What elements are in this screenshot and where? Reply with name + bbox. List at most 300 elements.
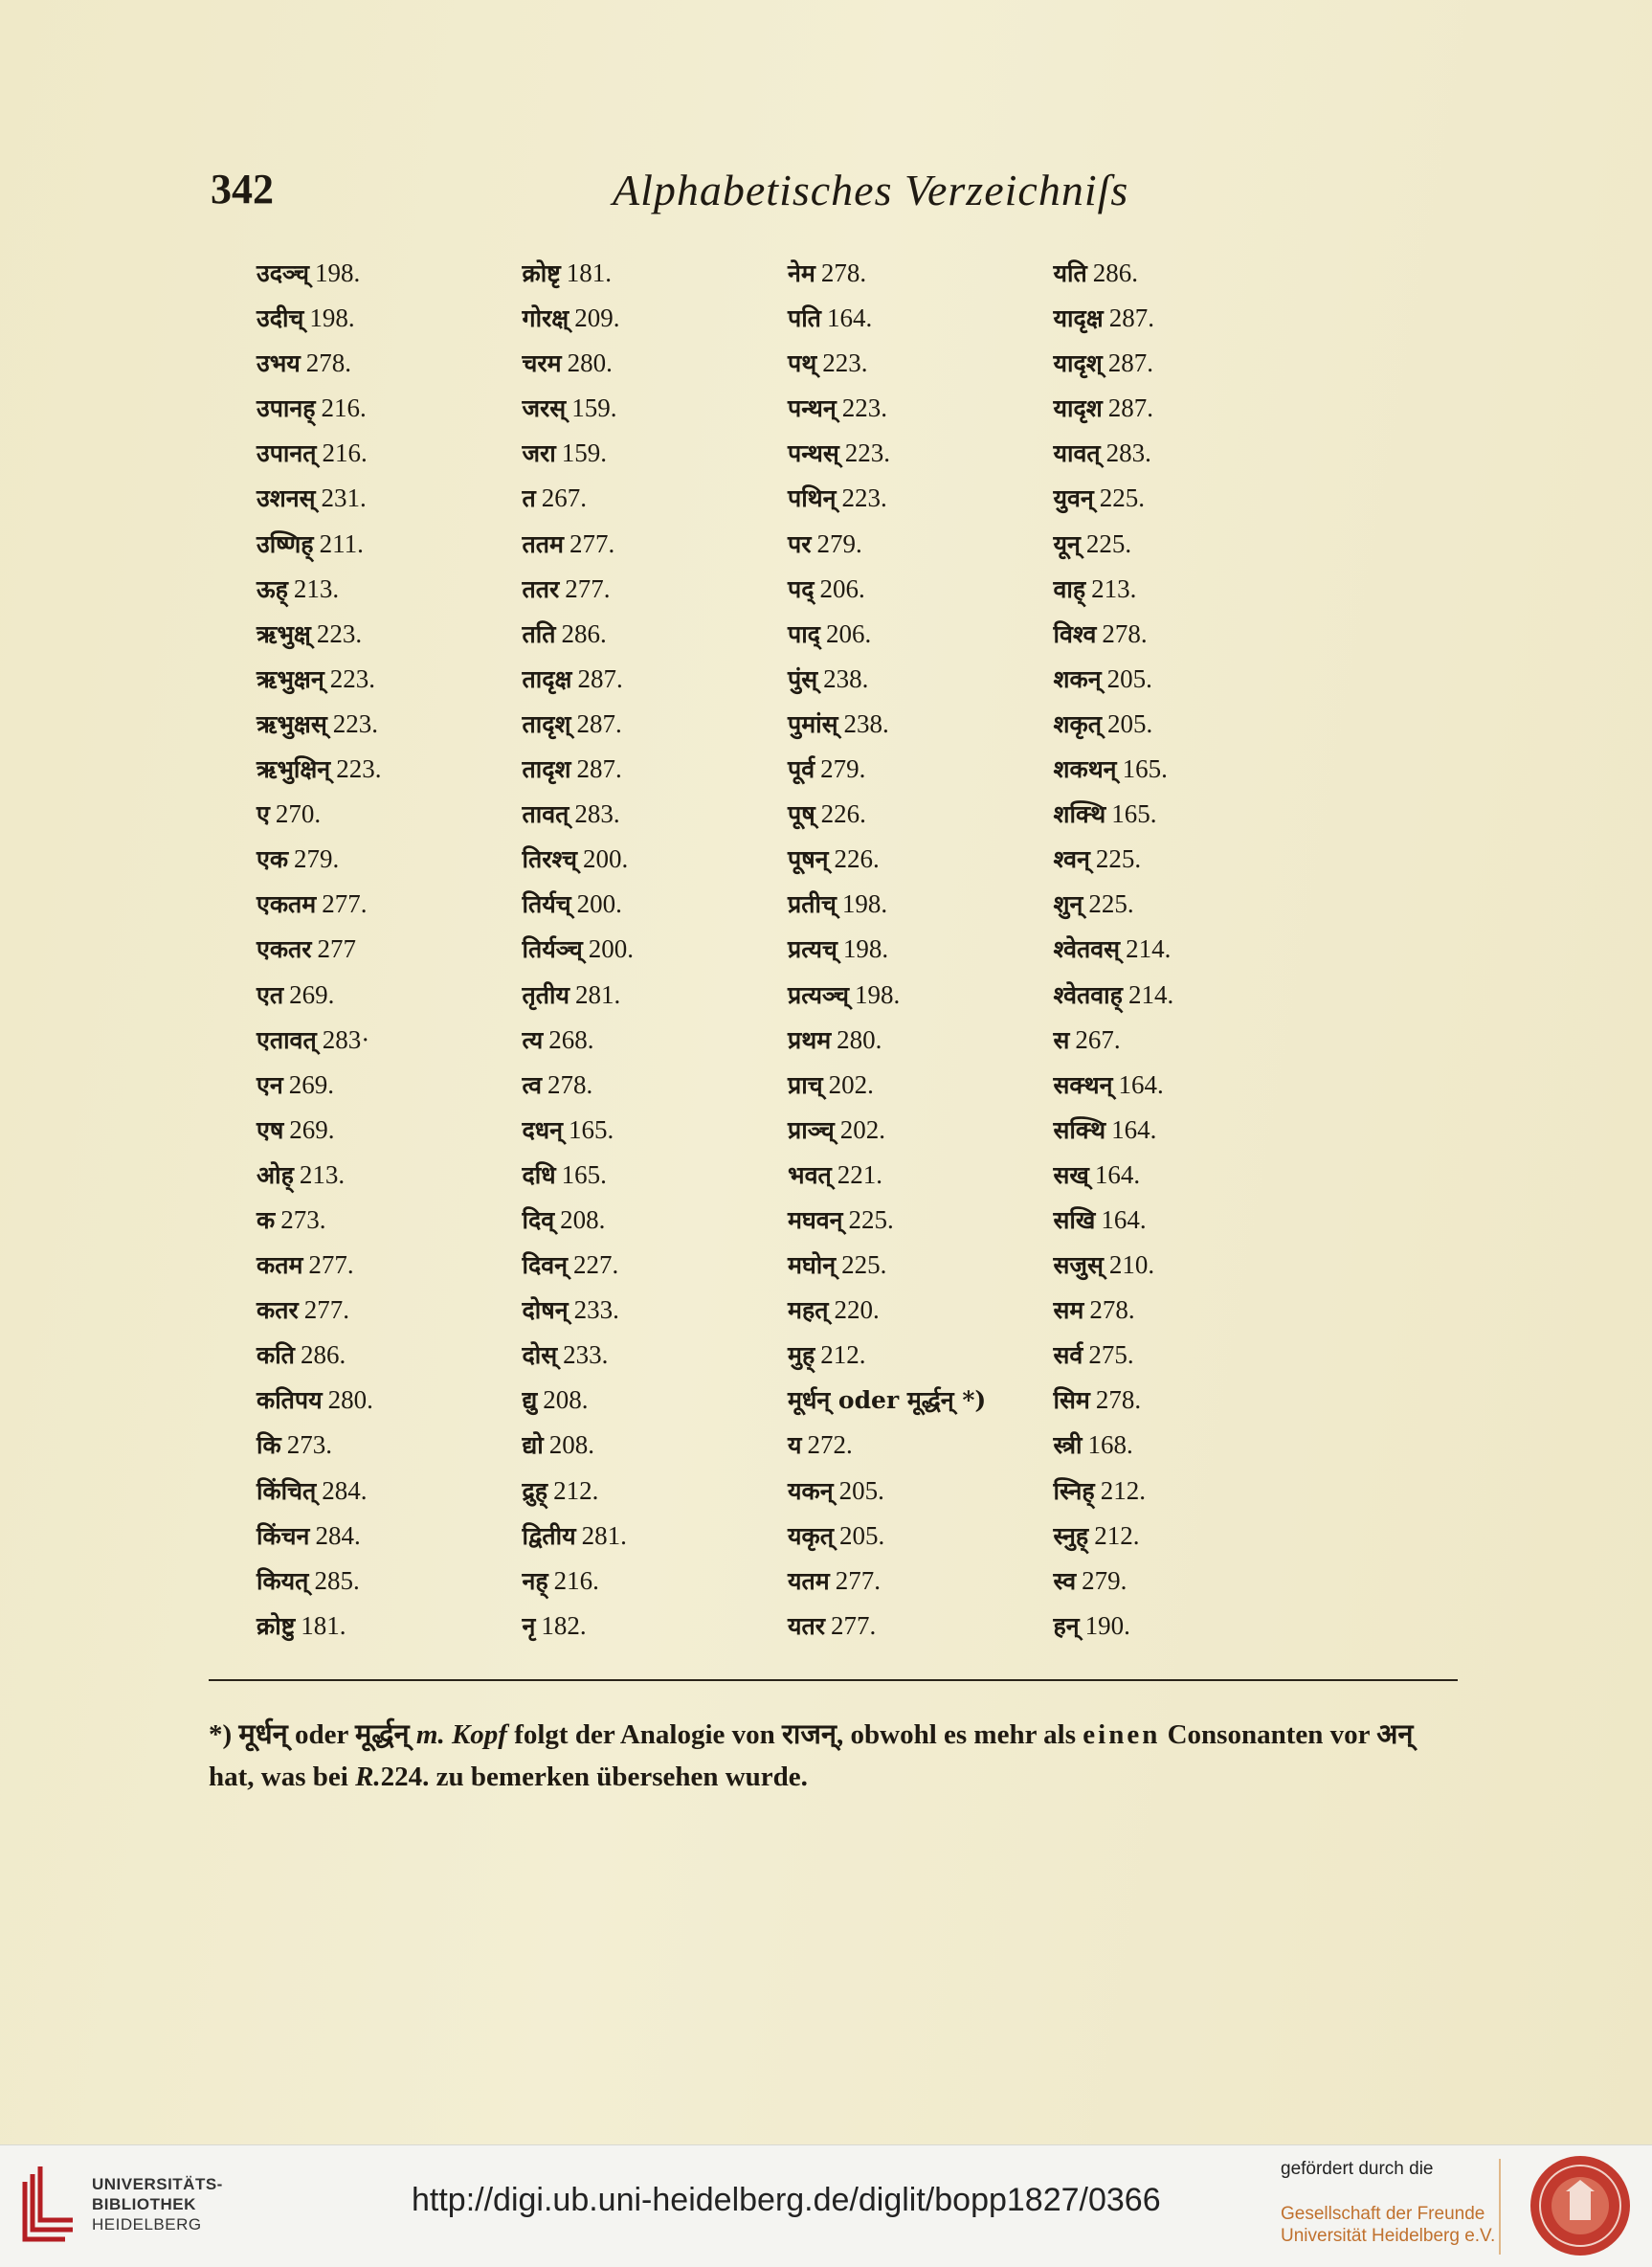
entry-reference: 200. bbox=[588, 934, 635, 964]
index-entry bbox=[788, 747, 1054, 792]
index-entry bbox=[1054, 973, 1320, 1018]
entry-word: तावत् bbox=[522, 800, 569, 829]
entry-reference: 165. bbox=[1111, 799, 1157, 829]
entry-reference: 278. bbox=[820, 258, 867, 287]
index-entry bbox=[1054, 612, 1320, 657]
entry-word: एक bbox=[257, 845, 289, 874]
index-entry bbox=[257, 747, 523, 792]
entry-word: उपानत् bbox=[257, 439, 317, 468]
index-entry bbox=[788, 1423, 1054, 1468]
entry-reference: 182. bbox=[541, 1610, 587, 1640]
entry-word: तादृक्ष bbox=[522, 664, 572, 693]
index-entry bbox=[523, 747, 789, 792]
entry-reference: 181. bbox=[301, 1610, 346, 1640]
entry-reference: 225. bbox=[1088, 889, 1134, 919]
index-entry bbox=[257, 702, 523, 747]
entry-word: ऊह् bbox=[257, 574, 288, 603]
entry-reference: 202. bbox=[839, 1114, 886, 1144]
entry-word: क bbox=[257, 1205, 276, 1234]
entry-reference: 279. bbox=[1082, 1565, 1127, 1595]
entry-word: एष bbox=[257, 1115, 284, 1144]
footnote bbox=[209, 1714, 1462, 1798]
entry-reference: 225. bbox=[848, 1204, 894, 1234]
index-entry bbox=[257, 1063, 523, 1108]
entry-reference: 272. bbox=[807, 1430, 853, 1460]
entry-reference: 286. bbox=[1092, 258, 1138, 287]
index-entry bbox=[788, 702, 1054, 747]
entry-word: पन्थन् bbox=[788, 394, 837, 423]
index-entry bbox=[1054, 1333, 1320, 1378]
entry-word: प्रत्यञ्च् bbox=[788, 980, 850, 1009]
entry-word: स्नुह् bbox=[1053, 1521, 1089, 1550]
entry-reference: 216. bbox=[553, 1565, 599, 1595]
entry-reference: 216. bbox=[321, 393, 367, 423]
index-entry bbox=[257, 251, 523, 296]
entry-word: सिम bbox=[1053, 1386, 1090, 1415]
index-entry bbox=[257, 1108, 523, 1153]
entry-reference: 223. bbox=[844, 438, 891, 468]
entry-reference: 213. bbox=[293, 573, 340, 603]
entry-reference: 164. bbox=[826, 303, 873, 333]
entry-word: एकतर bbox=[257, 935, 312, 964]
index-entry bbox=[788, 1378, 1054, 1423]
entry-word: सर्व bbox=[1053, 1341, 1083, 1370]
entry-reference: 287. bbox=[577, 663, 623, 693]
entry-word: मुह् bbox=[788, 1341, 815, 1370]
entry-reference: 214. bbox=[1126, 934, 1172, 964]
entry-word: तिर्यच् bbox=[522, 890, 571, 919]
entry-reference: 212. bbox=[553, 1475, 599, 1505]
entry-word: सख् bbox=[1053, 1160, 1089, 1189]
index-entry bbox=[1054, 341, 1320, 386]
entry-word: शकथन् bbox=[1053, 755, 1117, 784]
index-entry bbox=[788, 792, 1054, 837]
entry-word: पूर्व bbox=[788, 755, 815, 784]
entry-word: यून् bbox=[1053, 529, 1081, 558]
index-entry bbox=[1054, 747, 1320, 792]
entry-word: तृतीय bbox=[522, 980, 569, 1009]
entry-reference: 277 bbox=[317, 934, 357, 964]
entry-word: क्रोष्टृ bbox=[522, 259, 561, 287]
university-seal-icon bbox=[1528, 2153, 1633, 2258]
entry-reference: 278. bbox=[1089, 1295, 1135, 1325]
entry-reference: 277. bbox=[830, 1610, 877, 1640]
entry-word: यतर bbox=[788, 1611, 825, 1640]
entry-reference: 198. bbox=[841, 889, 888, 919]
entry-reference: 227. bbox=[573, 1250, 619, 1280]
index-entry bbox=[523, 1559, 789, 1604]
entry-word: हन् bbox=[1053, 1611, 1080, 1640]
entry-word: एत bbox=[257, 980, 284, 1009]
index-entry bbox=[523, 837, 789, 882]
entry-reference: 283. bbox=[574, 799, 620, 829]
index-entry bbox=[523, 431, 789, 476]
index-entry bbox=[1054, 386, 1320, 431]
entry-reference: 212. bbox=[1100, 1475, 1146, 1505]
entry-word: सक्थि bbox=[1053, 1115, 1106, 1144]
index-entry bbox=[257, 927, 523, 972]
entry-word: जरस् bbox=[522, 394, 567, 423]
index-entry bbox=[788, 837, 1054, 882]
entry-reference: 269. bbox=[288, 1069, 334, 1099]
index-entry bbox=[1054, 1063, 1320, 1108]
entry-reference: 225. bbox=[1095, 844, 1142, 874]
index-entry bbox=[523, 1243, 789, 1288]
entry-reference: 198. bbox=[842, 934, 889, 964]
index-entry bbox=[257, 522, 523, 567]
entry-word: तति bbox=[522, 619, 556, 648]
index-entry bbox=[788, 1063, 1054, 1108]
index-entry bbox=[523, 973, 789, 1018]
index-entry bbox=[1054, 1604, 1320, 1649]
entry-word: तादृश् bbox=[522, 709, 571, 738]
entry-word: पन्थस् bbox=[788, 439, 839, 468]
entry-reference: 165. bbox=[561, 1159, 607, 1189]
entry-word: श्वेतवाह् bbox=[1053, 980, 1123, 1009]
entry-reference: 278. bbox=[547, 1069, 593, 1099]
index-entry bbox=[523, 341, 789, 386]
footnote-text-2: folgt der Analogie von राजन्, obwohl es mehr als bbox=[514, 1719, 1077, 1750]
entry-word: प्रतीच् bbox=[788, 890, 837, 919]
index-entry bbox=[1054, 567, 1320, 612]
entry-word: दोस् bbox=[522, 1341, 558, 1370]
index-entry bbox=[1054, 431, 1320, 476]
entry-reference: 278. bbox=[305, 348, 352, 378]
index-entry bbox=[523, 296, 789, 341]
entry-reference: 269. bbox=[289, 979, 335, 1009]
index-entry bbox=[1054, 1198, 1320, 1243]
entry-word: कतिपय bbox=[257, 1386, 323, 1415]
entry-word: ए bbox=[257, 800, 270, 829]
entry-reference: 223. bbox=[316, 618, 363, 648]
index-entry bbox=[257, 386, 523, 431]
entry-word: पाद् bbox=[788, 619, 820, 648]
index-entry bbox=[257, 1514, 523, 1559]
entry-word: जरा bbox=[522, 439, 556, 468]
index-entry bbox=[523, 702, 789, 747]
index-column-2 bbox=[523, 251, 789, 1649]
entry-reference: 279. bbox=[820, 754, 866, 784]
index-column-4 bbox=[1054, 251, 1320, 1649]
entry-reference: 198. bbox=[309, 303, 355, 333]
entry-word: स bbox=[1053, 1025, 1070, 1054]
entry-reference: 208. bbox=[548, 1430, 594, 1460]
index-entry bbox=[1054, 837, 1320, 882]
index-entry bbox=[257, 431, 523, 476]
entry-reference: 190. bbox=[1084, 1610, 1130, 1640]
entry-word: प्राच् bbox=[788, 1070, 823, 1099]
entry-word: द्वितीय bbox=[522, 1521, 576, 1550]
entry-reference: 205. bbox=[1106, 663, 1152, 693]
entry-word: चरम bbox=[522, 349, 562, 378]
entry-reference: 280. bbox=[327, 1385, 373, 1415]
index-entry bbox=[788, 1018, 1054, 1063]
page-url-link[interactable]: http://digi.ub.uni-heidelberg.de/diglit/bopp1827/0366 bbox=[412, 2182, 1161, 2218]
index-entry bbox=[257, 1243, 523, 1288]
index-entry bbox=[523, 1108, 789, 1153]
entry-word: नेम bbox=[788, 259, 815, 287]
entry-word: दधि bbox=[522, 1160, 556, 1189]
entry-word: स्व bbox=[1053, 1566, 1077, 1595]
entry-reference: 283. bbox=[1105, 438, 1151, 468]
entry-reference: 284. bbox=[322, 1475, 368, 1505]
index-entry bbox=[257, 1288, 523, 1333]
entry-reference: 277. bbox=[322, 889, 368, 919]
entry-reference: 280. bbox=[567, 348, 613, 378]
index-entry bbox=[257, 1604, 523, 1649]
index-entry bbox=[788, 973, 1054, 1018]
index-entry bbox=[788, 567, 1054, 612]
entry-word: कति bbox=[257, 1341, 295, 1370]
entry-reference: 287. bbox=[1108, 303, 1154, 333]
entry-reference: 275. bbox=[1088, 1340, 1134, 1370]
index-entry bbox=[1054, 1423, 1320, 1468]
index-entry bbox=[1054, 522, 1320, 567]
entry-word: नह् bbox=[522, 1566, 548, 1595]
entry-word: त bbox=[522, 484, 536, 513]
entry-word: यादृक्ष bbox=[1053, 304, 1104, 333]
entry-word: एन bbox=[257, 1070, 283, 1099]
entry-word: पूषन् bbox=[788, 845, 829, 874]
index-entry bbox=[1054, 1243, 1320, 1288]
entry-reference: 284. bbox=[315, 1520, 361, 1550]
index-entry bbox=[257, 567, 523, 612]
entry-reference: 225. bbox=[841, 1250, 887, 1280]
entry-word: यावत् bbox=[1053, 439, 1101, 468]
entry-reference: 279. bbox=[816, 528, 862, 558]
library-name: UNIVERSITÄTS- BIBLIOTHEK HEIDELBERG bbox=[92, 2175, 223, 2233]
entry-reference: 223. bbox=[841, 393, 887, 423]
entry-reference: 198. bbox=[315, 258, 361, 287]
index-entry bbox=[257, 1153, 523, 1198]
index-entry bbox=[788, 1514, 1054, 1559]
index-entry bbox=[788, 476, 1054, 521]
index-entry bbox=[257, 476, 523, 521]
index-entry bbox=[523, 1604, 789, 1649]
entry-word: एतावत् bbox=[257, 1025, 317, 1054]
entry-word: पर bbox=[788, 529, 812, 558]
entry-reference: 278. bbox=[1095, 1385, 1142, 1415]
entry-word: पूष् bbox=[788, 800, 815, 829]
entry-word: पुंस् bbox=[788, 664, 818, 693]
entry-reference: 164. bbox=[1094, 1159, 1141, 1189]
footnote-text-1: मूर्धन् oder मूर्द्धन् bbox=[238, 1719, 410, 1750]
entry-word: श्वेतवस् bbox=[1053, 935, 1121, 964]
index-entry bbox=[788, 296, 1054, 341]
footnote-divider bbox=[209, 1679, 1458, 1681]
entry-word: महत् bbox=[788, 1296, 829, 1325]
index-entry bbox=[788, 612, 1054, 657]
entry-word: यकृत् bbox=[788, 1521, 834, 1550]
index-entry bbox=[523, 1288, 789, 1333]
entry-reference: 233. bbox=[573, 1295, 619, 1325]
entry-reference: 281. bbox=[581, 1520, 627, 1550]
index-entry bbox=[788, 1333, 1054, 1378]
footnote-marker: *) bbox=[209, 1719, 233, 1750]
entry-word: दधन् bbox=[522, 1115, 564, 1144]
entry-word: शकृत् bbox=[1053, 709, 1102, 738]
entry-word: द्यु bbox=[522, 1386, 538, 1415]
entry-reference: 210. bbox=[1108, 1250, 1155, 1280]
index-entry bbox=[788, 431, 1054, 476]
entry-word: ततर bbox=[522, 574, 560, 603]
entry-reference: 268. bbox=[548, 1024, 594, 1054]
university-library-logo-icon[interactable] bbox=[17, 2163, 77, 2247]
entry-reference: 223. bbox=[329, 663, 375, 693]
entry-reference: 267. bbox=[541, 483, 588, 513]
entry-reference: 285. bbox=[314, 1565, 360, 1595]
index-entry bbox=[257, 1378, 523, 1423]
index-entry bbox=[257, 792, 523, 837]
entry-reference: 200. bbox=[576, 889, 622, 919]
index-entry bbox=[1054, 1288, 1320, 1333]
entry-reference: 209. bbox=[574, 303, 620, 333]
entry-word: यादृश् bbox=[1053, 349, 1103, 378]
entry-word: शुन् bbox=[1053, 890, 1083, 919]
entry-word: मघवन् bbox=[788, 1205, 843, 1234]
entry-word: दिवन् bbox=[522, 1251, 569, 1280]
entry-reference: 223. bbox=[332, 708, 378, 738]
entry-word: तादृश bbox=[522, 755, 571, 784]
index-entry bbox=[1054, 792, 1320, 837]
index-entry bbox=[257, 1333, 523, 1378]
entry-reference: 286. bbox=[561, 618, 607, 648]
entry-reference: 198. bbox=[855, 979, 901, 1009]
entry-reference: 206. bbox=[819, 573, 865, 603]
index-entry bbox=[788, 1153, 1054, 1198]
entry-word: उशनस् bbox=[257, 484, 316, 513]
index-entry bbox=[523, 1063, 789, 1108]
entry-reference: 213. bbox=[299, 1159, 346, 1189]
entry-word: पथ् bbox=[788, 349, 817, 378]
entry-word: ओह् bbox=[257, 1160, 294, 1189]
index-entry bbox=[788, 386, 1054, 431]
entry-reference: 211. bbox=[319, 528, 364, 558]
entry-word: त्य bbox=[522, 1025, 544, 1054]
index-column-1 bbox=[257, 251, 523, 1649]
index-entry bbox=[257, 1469, 523, 1514]
entry-reference: 223. bbox=[841, 483, 887, 513]
entry-reference: 226. bbox=[834, 844, 880, 874]
footnote-text-3: Consonanten vor अन् hat, was bei bbox=[209, 1719, 1414, 1792]
entry-reference: 281. bbox=[574, 979, 621, 1009]
entry-word: कि bbox=[257, 1431, 281, 1460]
entry-word: सम bbox=[1053, 1296, 1084, 1325]
entry-reference: 205. bbox=[838, 1475, 884, 1505]
entry-reference: 212. bbox=[820, 1340, 866, 1370]
entry-word: पुमांस् bbox=[788, 709, 838, 738]
footnote-ref-abbrev: R. bbox=[355, 1762, 381, 1792]
entry-reference: 214. bbox=[1127, 979, 1174, 1009]
entry-word: मूर्धन् oder मूर्द्धन् *) bbox=[788, 1386, 987, 1415]
entry-word: ऋभुक्ष् bbox=[257, 619, 311, 648]
entry-word: प्राञ्च् bbox=[788, 1115, 835, 1144]
index-entry bbox=[257, 612, 523, 657]
entry-word: दिव् bbox=[522, 1205, 555, 1234]
entry-word: क्रोष्टु bbox=[257, 1611, 296, 1640]
entry-word: पथिन् bbox=[788, 484, 837, 513]
entry-reference: 223. bbox=[336, 754, 382, 784]
index-entry bbox=[523, 567, 789, 612]
index-entry bbox=[788, 1243, 1054, 1288]
index-entry bbox=[257, 657, 523, 702]
entry-reference: 223. bbox=[822, 348, 868, 378]
index-entry bbox=[788, 1288, 1054, 1333]
sponsor-label: gefördert durch die bbox=[1281, 2159, 1434, 2179]
entry-reference: 283· bbox=[322, 1024, 370, 1054]
entry-reference: 220. bbox=[834, 1295, 880, 1325]
index-entry bbox=[788, 882, 1054, 927]
index-entry bbox=[523, 657, 789, 702]
entry-word: ऋभुक्षस् bbox=[257, 709, 327, 738]
index-entry bbox=[257, 296, 523, 341]
entry-reference: 164. bbox=[1101, 1204, 1147, 1234]
entry-reference: 206. bbox=[825, 618, 872, 648]
entry-reference: 269. bbox=[289, 1114, 335, 1144]
entry-reference: 165. bbox=[1122, 754, 1168, 784]
entry-reference: 280. bbox=[837, 1024, 882, 1054]
index-entry bbox=[1054, 1108, 1320, 1153]
index-entry bbox=[257, 1198, 523, 1243]
index-entry bbox=[788, 927, 1054, 972]
index-entry bbox=[1054, 476, 1320, 521]
entry-reference: 225. bbox=[1085, 528, 1132, 558]
index-entry bbox=[1054, 1469, 1320, 1514]
index-entry bbox=[523, 1198, 789, 1243]
entry-reference: 270. bbox=[275, 799, 322, 829]
index-entry bbox=[257, 973, 523, 1018]
sponsor-name[interactable]: Gesellschaft der Freunde Universität Heidelberg e.V. bbox=[1281, 2204, 1496, 2246]
entry-word: ततम bbox=[522, 529, 564, 558]
entry-word: युवन् bbox=[1053, 484, 1094, 513]
entry-word: तिर्यञ्च् bbox=[522, 935, 583, 964]
entry-reference: 212. bbox=[1094, 1520, 1140, 1550]
index-entry bbox=[523, 1469, 789, 1514]
entry-reference: 208. bbox=[560, 1204, 606, 1234]
entry-word: कियत् bbox=[257, 1566, 309, 1595]
entry-word: य bbox=[788, 1431, 802, 1460]
index-entry bbox=[257, 882, 523, 927]
entry-word: शक्थि bbox=[1053, 800, 1106, 829]
index-entry bbox=[523, 251, 789, 296]
entry-word: मघोन् bbox=[788, 1251, 837, 1280]
entry-word: किंचन bbox=[257, 1521, 310, 1550]
alphabetical-index bbox=[257, 251, 1319, 1649]
index-entry bbox=[523, 522, 789, 567]
entry-word: भवत् bbox=[788, 1160, 832, 1189]
entry-reference: 277. bbox=[303, 1295, 349, 1325]
entry-word: पति bbox=[788, 304, 821, 333]
entry-reference: 221. bbox=[837, 1159, 882, 1189]
entry-reference: 277. bbox=[835, 1565, 881, 1595]
entry-reference: 208. bbox=[543, 1385, 589, 1415]
entry-reference: 164. bbox=[1118, 1069, 1164, 1099]
entry-word: उष्णिह् bbox=[257, 529, 314, 558]
entry-reference: 200. bbox=[582, 844, 629, 874]
footnote-emphasis: einen bbox=[1083, 1719, 1161, 1750]
entry-reference: 273. bbox=[286, 1430, 332, 1460]
entry-reference: 277. bbox=[565, 573, 611, 603]
entry-reference: 278. bbox=[1102, 618, 1148, 648]
index-entry bbox=[523, 476, 789, 521]
index-entry bbox=[257, 1559, 523, 1604]
running-title: Alphabetisches Verzeichniſs bbox=[613, 166, 1129, 214]
page-number: 342 bbox=[211, 166, 274, 213]
entry-reference: 205. bbox=[838, 1520, 885, 1550]
entry-reference: 202. bbox=[828, 1069, 874, 1099]
entry-word: स्निह् bbox=[1053, 1476, 1095, 1505]
entry-reference: 181. bbox=[566, 258, 613, 287]
